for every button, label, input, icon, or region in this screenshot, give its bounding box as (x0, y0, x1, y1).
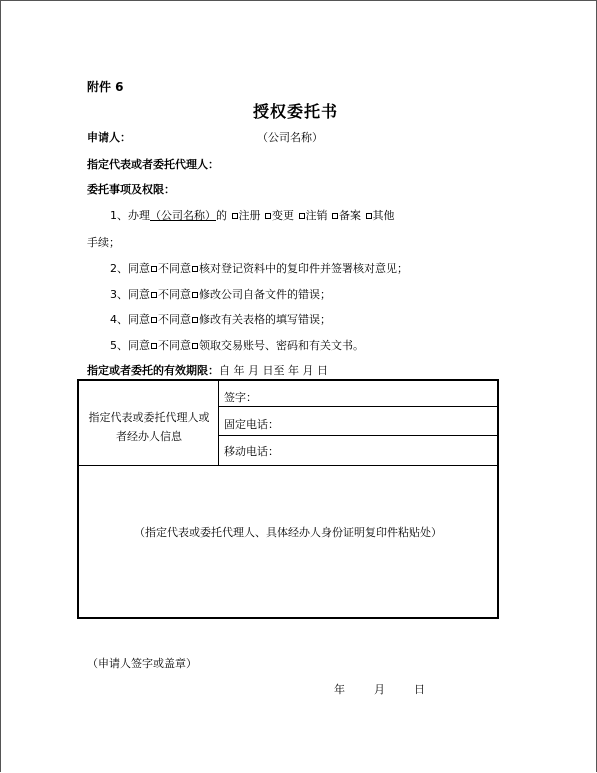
item-2-text: 核对登记资料中的复印件并签署核对意见； (199, 262, 408, 275)
item-3-text: 修改公司自备文件的错误； (199, 288, 331, 301)
item-2-disagree-label: 不同意 (158, 262, 191, 275)
validity-period (87, 362, 328, 378)
date-year: 年 (334, 683, 345, 696)
record-label: 备案 (339, 209, 361, 222)
landline-label: 固定电话： (224, 418, 279, 431)
table-divider-row2 (218, 435, 497, 436)
validity-label: 指定或者委托的有效期限： (87, 364, 219, 377)
company-name-hint: （公司名称） (257, 131, 323, 144)
date-month: 月 (374, 683, 385, 696)
item-3-disagree-checkbox[interactable] (192, 292, 198, 298)
item-2-agree-checkbox[interactable] (151, 266, 157, 272)
document-title: 授权委托书 (253, 102, 339, 121)
table-divider-vertical (218, 381, 219, 465)
item-4 (110, 311, 331, 327)
register-checkbox[interactable] (232, 213, 238, 219)
item-4-disagree-checkbox[interactable] (192, 317, 198, 323)
item-4-text: 修改有关表格的填写错误； (199, 313, 331, 326)
item-5-disagree-checkbox[interactable] (192, 343, 198, 349)
cancel-checkbox[interactable] (299, 213, 305, 219)
item-3 (110, 286, 331, 302)
item-1-prefix: 1、办理 (110, 209, 150, 222)
table-divider-row1 (218, 406, 497, 407)
validity-text: 自 年 月 日至 年 月 日 (219, 364, 328, 377)
item-2-agree-label: 同意 (128, 262, 150, 275)
item-4-agree-label: 同意 (128, 313, 150, 326)
other-checkbox[interactable] (366, 213, 372, 219)
item-5-agree-label: 同意 (128, 339, 150, 352)
item-2 (110, 260, 408, 276)
item-1 (110, 207, 395, 223)
item-3-disagree-label: 不同意 (158, 288, 191, 301)
item-3-prefix: 3、 (110, 288, 128, 301)
item-4-prefix: 4、 (110, 313, 128, 326)
attachment-number: 附件 6 (87, 80, 124, 94)
item-2-disagree-checkbox[interactable] (192, 266, 198, 272)
item-1-continuation: 手续； (87, 236, 120, 249)
scope-label: 委托事项及权限： (87, 183, 175, 196)
info-table (77, 379, 499, 619)
item-3-agree-checkbox[interactable] (151, 292, 157, 298)
date-day: 日 (414, 683, 425, 696)
item-2-prefix: 2、 (110, 262, 128, 275)
applicant-label: 申请人： (87, 131, 131, 144)
id-copy-paste-area: （指定代表或委托代理人、具体经办人身份证明复印件粘贴处） (134, 526, 442, 539)
item-5-prefix: 5、 (110, 339, 128, 352)
designated-representative-label: 指定代表或者委托代理人： (87, 158, 219, 171)
register-label: 注册 (238, 209, 261, 222)
item-3-agree-label: 同意 (128, 288, 150, 301)
item-1-rest: 的 (216, 209, 227, 222)
other-label: 其他 (372, 209, 395, 222)
item-1-company: （公司名称） (150, 209, 216, 222)
cancel-label: 注销 (305, 209, 328, 222)
record-checkbox[interactable] (332, 213, 338, 219)
info-label-line2: 者经办人信息 (116, 430, 182, 443)
item-4-disagree-label: 不同意 (158, 313, 191, 326)
item-5-agree-checkbox[interactable] (151, 343, 157, 349)
sign-label: 签字： (224, 391, 257, 404)
item-4-agree-checkbox[interactable] (151, 317, 157, 323)
item-5-text: 领取交易账号、密码和有关文书。 (199, 339, 364, 352)
signature-hint: （申请人签字或盖章） (87, 657, 197, 670)
mobile-label: 移动电话： (224, 445, 279, 458)
info-label (84, 408, 214, 446)
table-divider-main (79, 465, 497, 466)
change-label: 变更 (272, 209, 294, 222)
change-checkbox[interactable] (265, 213, 271, 219)
item-5 (110, 337, 364, 353)
item-5-disagree-label: 不同意 (158, 339, 191, 352)
info-label-line1: 指定代表或委托代理人或 (88, 411, 210, 424)
